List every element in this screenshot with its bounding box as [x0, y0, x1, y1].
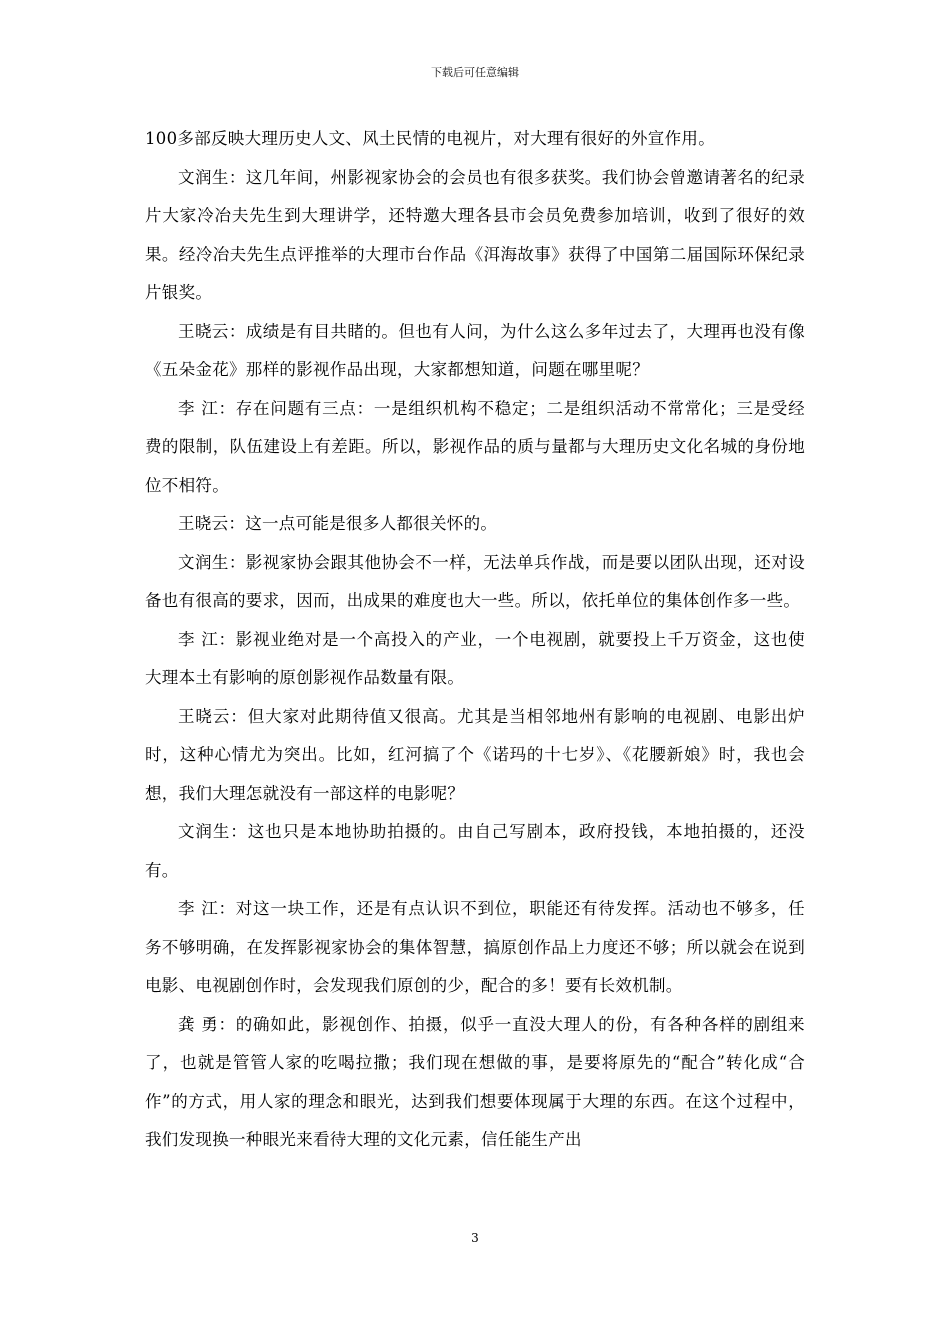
paragraph: 李 江：对这一块工作，还是有点认识不到位，职能还有待发挥。活动也不够多，任务不够明确，在发挥影视家协会的集体智慧，搞原创作品上力度还不够；所以就会在说到电影、电视剧创作时，会发现我们原创的少，配合的多！要有长效机制。: [145, 899, 805, 995]
paragraph: 文润生：这几年间，州影视家协会的会员也有很多获奖。我们协会曾邀请著名的纪录片大家冷冶夫先生到大理讲学，还特邀大理各县市会员免费参加培训，收到了很好的效果。经冷冶夫先生点评推举的大理市台作品《洱海故事》获得了中国第二届国际环保纪录片银奖。: [145, 167, 805, 302]
paragraph: 王晓云：成绩是有目共睹的。但也有人问，为什么这么多年过去了，大理再也没有像《五朵金花》那样的影视作品出现，大家都想知道，问题在哪里呢？: [145, 321, 805, 379]
paragraph: 李 江：影视业绝对是一个高投入的产业，一个电视剧，就要投上千万资金，这也使大理本土有影响的原创影视作品数量有限。: [145, 629, 805, 687]
paragraph: 100多部反映大理历史人文、风土民情的电视片，对大理有很好的外宣作用。: [145, 129, 715, 148]
paragraph: 李 江：存在问题有三点：一是组织机构不稳定；二是组织活动不常常化；三是受经费的限制，队伍建设上有差距。所以，影视作品的质与量都与大理历史文化名城的身份地位不相符。: [145, 398, 805, 495]
paragraph: 王晓云：但大家对此期待值又很高。尤其是当相邻地州有影响的电视剧、电影出炉时，这种心情尤为突出。比如，红河搞了个《诺玛的十七岁》、《花腰新娘》时，我也会想，我们大理怎就没有一部这样的电影呢？: [145, 706, 805, 803]
paragraph: 文润生：这也只是本地协助拍摄的。由自己写剧本，政府投钱，本地拍摄的，还没有。: [145, 822, 805, 880]
page-number: 3: [471, 1231, 479, 1245]
page-header-note: 下载后可任意编辑: [431, 66, 519, 79]
paragraph: 王晓云：这一点可能是很多人都很关怀的。: [178, 514, 498, 533]
document-body: [145, 120, 805, 1160]
paragraph: 龚 勇：的确如此，影视创作、拍摄，似乎一直没大理人的份，有各种各样的剧组来了，也就是管管人家的吃喝拉撒；我们现在想做的事，是要将原先的“配合”转化成“合作”的方式，用人家的理念和眼光，达到我们想要体现属于大理的东西。在这个过程中，我们发现换一种眼光来看待大理的文化元素，信任能生产出: [145, 1014, 805, 1149]
paragraph: 文润生：影视家协会跟其他协会不一样，无法单兵作战，而是要以团队出现，还对设备也有很高的要求，因而，出成果的难度也大一些。所以，依托单位的集体创作多一些。: [145, 552, 805, 610]
